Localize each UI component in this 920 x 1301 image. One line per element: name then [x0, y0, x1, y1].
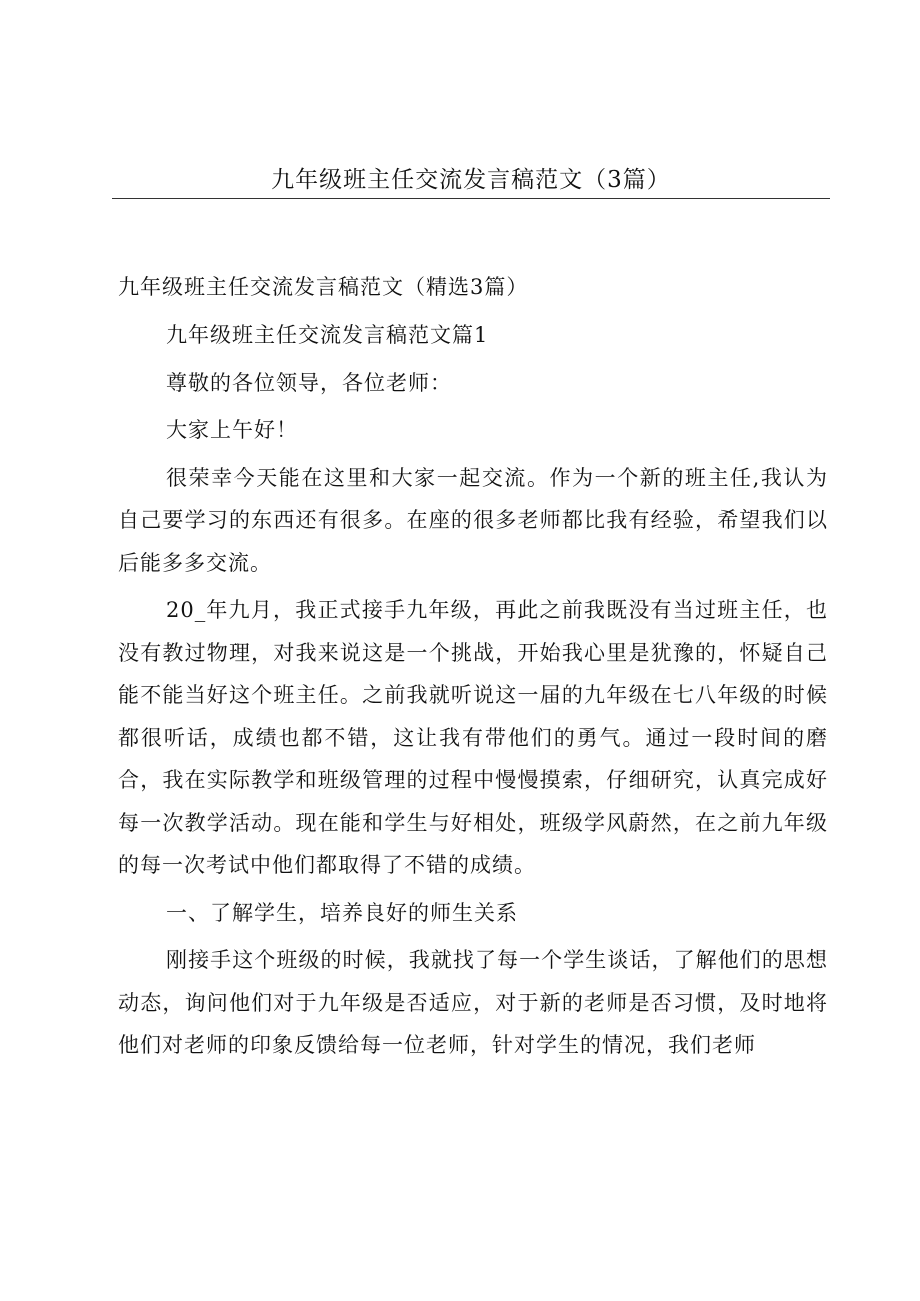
- title-underline: [112, 198, 830, 199]
- section-heading: 九年级班主任交流发言稿范文篇1: [166, 323, 489, 347]
- paragraph-intro: 很荣幸今天能在这里和大家一起交流。作为一个新的班主任,我认为自己要学习的东西还有很多。在座的很多老师都比我有经验，希望我们以后能多多交流。: [118, 465, 828, 575]
- document-body: [118, 314, 828, 1072]
- document-subtitle: 九年级班主任交流发言稿范文（精选3篇）: [118, 275, 529, 299]
- subsection-heading: 一、了解学生，培养良好的师生关系: [166, 900, 518, 925]
- salutation: 尊敬的各位领导，各位老师：: [166, 370, 452, 395]
- paragraph-students: 刚接手这个班级的时候，我就找了每一个学生谈话，了解他们的思想动态，询问他们对于九年级是否适应，对于新的老师是否习惯，及时地将他们对老师的印象反馈给每一位老师，针对学生的情况，我们老师: [118, 948, 828, 1057]
- greeting: 大家上午好！: [166, 418, 298, 442]
- paragraph-background: 20_年九月，我正式接手九年级，再此之前我既没有当过班主任，也没有教过物理，对我来说这是一个挑战，开始我心里是犹豫的，怀疑自己能不能当好这个班主任。之前我就听说这一届的九年级在七八年级的时候都很听话，成绩也都不错，这让我有带他们的勇气。通过一段时间的磨合，我在实际教学和班级管理的过程中慢慢摸索，仔细研究，认真完成好每一次教学活动。现在能和学生与好相处，班级学风蔚然，在之前九年级的每一次考试中他们都取得了不错的成绩。: [118, 598, 828, 877]
- document-title: 九年级班主任交流发言稿范文（3篇）: [271, 167, 671, 193]
